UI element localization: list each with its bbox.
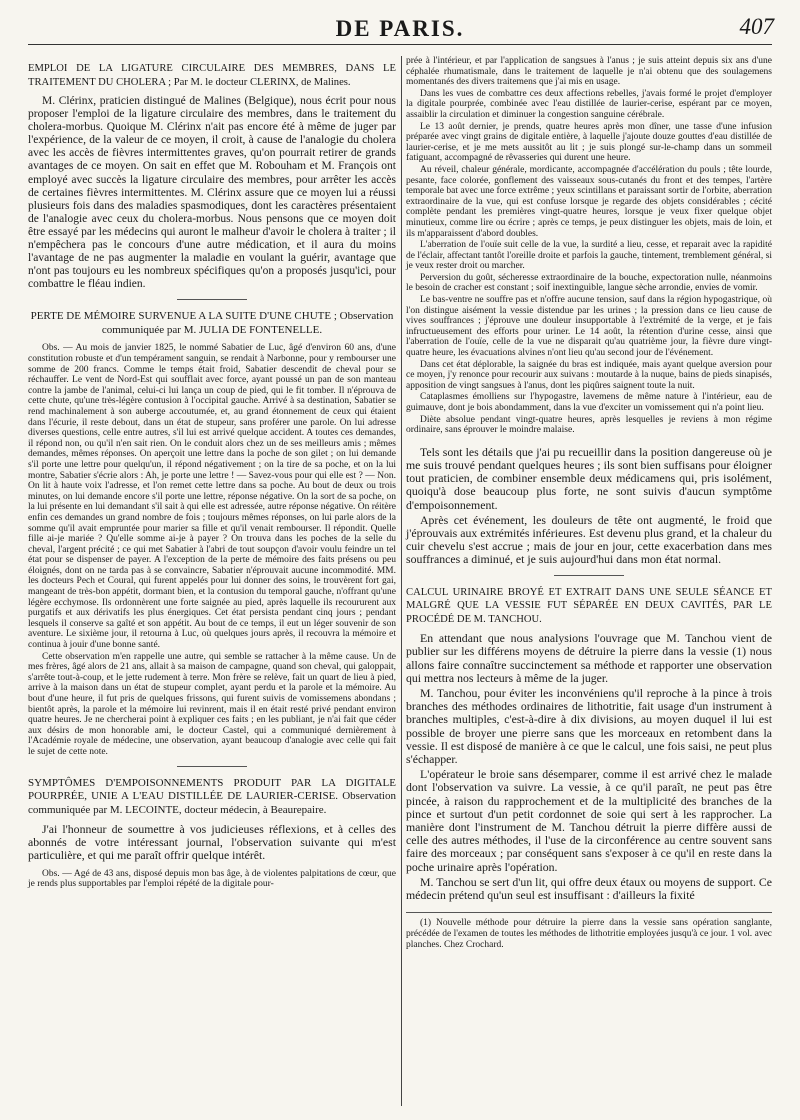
paragraph: Au réveil, chaleur générale, mordicante, accompagnée d'accélération du pouls ; tête lourde, pesante, face colorée, gonflement des vaisseaux sous-cutanés du front et des tempes, l'artère temporale bat avec une force extrême ; yeux scintillans et paraissant sortir de l'orbite, aberration extraordinaire de la vue, qui est confuse lorsque je regarde des objets considérables ; cécité complète pendant les premières vingt-quatre heures, lorsque je veux fixer quelque objet minutieux, comme lire ou écrire ; après ce temps, je peux distinguer les objets, mais de loin, et ils m'apparaissent d'abord doubles. bbox=[406, 164, 772, 239]
paragraph: prée à l'intérieur, et par l'application de sangsues à l'anus ; je suis atteint depuis six ans d'une céphalée rhumatismale, dans le traitement de laquelle je n'ai obtenu que des soulagemens momentanés des divers traitemens que j'ai mis en usage. bbox=[406, 56, 772, 88]
paragraph: L'opérateur le broie sans désemparer, comme il est arrivé chez le malade dont l'observation va suivre. La vessie, à ce qu'il paraît, ne peut pas être pincée, à raison du rapprochement et de la multiplicité des branches de la pince et surtout d'un petit cordonnet de soie qui sert à les rapprocher. La manière dont l'instrument de M. Tanchou détruit la pierre diffère aussi de celle des autres méthodes, il l'use de la circonférence au centre souvent sans faire des morceaux ; par conséquent sans s'exposer à ce qu'il en reste dans la poche urinaire après l'opération. bbox=[406, 767, 772, 874]
left-column bbox=[28, 56, 396, 891]
paragraph: M. Clérinx, praticien distingué de Malines (Belgique), nous écrit pour nous proposer l'emploi de la ligature circulaire des membres, dans le traitement du cholera-morbus. Quoique M. Clérinx n'ait pas encore été à même de juger par l'expérience, de la valeur de ce moyen, il croit, à cause de l'analogie du cholera avec les accès de fièvres intermittentes graves, qu'on pourrait retirer de grands avantages de ce moyen. On sait en effet que M. Robouham et M. François ont employé avec succès la ligature circulaire des membres, pour arrêter les accès de certaines fièvres intermittentes. M. Clérinx assure que ce moyen lui a réussi plusieurs fois dans des maladies spasmodiques, dont les caractères présentaient de l'analogie avec ceux du cholera-morbus. Nous pensons que ce moyen doit être essayé par les médecins qui auront le malheur d'avoir le cholera à traiter ; il n'empêchera pas le concours d'une autre médication, et il aura du moins l'avantage de ne pas augmenter la maladie en voulant la guérir, avantage que n'ont pas toujours eu les nombreux spécifiques qu'on a proposés jusqu'ici, pour combattre le fléau indien. bbox=[28, 95, 396, 291]
article-body-ligature bbox=[28, 95, 396, 291]
column-divider bbox=[401, 56, 402, 1106]
page-header bbox=[0, 14, 800, 54]
paragraph: En attendant que nous analysions l'ouvrage que M. Tanchou vient de publier sur les différens moyens de détruire la pierre dans la vessie (1) nous allons faire connaître succinctement sa méthode et rapporter une observation qui mettra nos lecteurs à même de la juger. bbox=[406, 631, 772, 685]
header-rule bbox=[28, 44, 772, 45]
separator bbox=[554, 575, 624, 576]
paragraph: Perversion du goût, sécheresse extraordinaire de la bouche, expectoration nulle, néanmoins le besoin de cracher est constant ; soif inextinguible, langue sèche arrondie, envies de vomir. bbox=[406, 272, 772, 294]
article-title-calcul: CALCUL URINAIRE BROYÉ ET EXTRAIT DANS UNE SEULE SÉANCE ET MALGRÉ QUE LA VESSIE FUT SÉPARÉE EN DEUX CAVITÉS, PAR LE PROCÉDÉ DE M. TANCHOU. bbox=[406, 586, 772, 625]
paragraph: L'aberration de l'ouïe suit celle de la vue, la surdité a lieu, cesse, et reparait avec la rapidité de l'éclair, affectant tantôt l'oreille droite et parfois la gauche, tintement, tremblement général, si je veux rester droit ou marcher. bbox=[406, 240, 772, 272]
article-title-ligature: EMPLOI DE LA LIGATURE CIRCULAIRE DES MEMBRES, DANS LE TRAITEMENT DU CHOLERA ; Par M. le docteur CLERINX, de Malines. bbox=[28, 63, 396, 88]
paragraph: Obs. — Agé de 43 ans, disposé depuis mon bas âge, à de violentes palpitations de cœur, que je rends plus supportables par l'emploi répété de la digitale pour- bbox=[28, 868, 396, 890]
paragraph: Diète absolue pendant vingt-quatre heures, après lesquelles je reviens à mon régime ordinaire, sans éprouver le moindre malaise. bbox=[406, 414, 772, 436]
footnote bbox=[406, 912, 772, 950]
article-body-digitale-obs bbox=[28, 869, 396, 890]
paragraph: Cette observation m'en rappelle une autre, qui semble se rattacher à la même cause. Un de mes frères, âgé alors de 21 ans, allait à sa maison de campagne, quand son cheval, qui galoppait, s'arrête tout-à-coup, et le jette rudement à terre. Mon frère se relève, fait un quart de lieu à pied, arrive à la maison dans un état de stupeur complet, ayant perdu et la parole et la mémoire. Au bout d'une heure, il fut pris de quelques frissons, qui furent suivis de vomissemens abondans ; bientôt après, la parole et la mémoire lui revinrent, mais il en était resté privé pendant environ quatre heures. Je ne chercherai point à expliquer ces faits ; en les publiant, je n'ai fait que céder aux désirs de mon honorable ami, le docteur Castel, qui a communiqué dernièrement à l'Académie royale de médecine, une observation, ayant beaucoup d'analogie avec celle qui fait le sujet de cette note. bbox=[28, 651, 396, 757]
article-title-memoire: PERTE DE MÉMOIRE SURVENUE A LA SUITE D'UNE CHUTE ; Observation communiquée par M. JULIA DE FONTENELLE. bbox=[30, 310, 394, 336]
page-number: 407 bbox=[739, 14, 774, 39]
paragraph: Après cet événement, les douleurs de tête ont augmenté, le froid que j'éprouvais aux extrémités inférieures. Est devenu plus grand, et la chaleur du cuir chevelu s'est accrue ; mais de jour en jour, cette exacerbation dans mes souffrances a diminué, et je suis aujourd'hui dans mon état normal. bbox=[406, 512, 772, 567]
paragraph: J'ai l'honneur de soumettre à vos judicieuses réflexions, et à celles des abonnés de votre intéressant journal, l'observation suivante qui m'est particulière, et qui me paraît offrir quelque intérêt. bbox=[28, 822, 396, 863]
paragraph: Le bas-ventre ne souffre pas et n'offre aucune tension, sauf dans la région hypogastrique, où l'on distingue aisément la vessie distendue par les urines ; la pression dans ce lieu cause de vives souffrances ; j'éprouve une douleur insupportable à l'extrémité de la verge, et je fais infructueusement des efforts pour uriner. Le 14 août, la rétention d'urine cesse, ainsi que l'aberration de l'ouïe, celle de la vue ne disparait qu'au quatrième jour, la fièvre dure vingt-quatre heure, les évacuations alvines n'ont lieu qu'au second jour de l'événement. bbox=[406, 295, 772, 359]
article-body-digitale bbox=[28, 823, 396, 863]
paragraph: Tels sont les détails que j'ai pu recueillir dans la position dangereuse où je me suis trouvé pendant quelques heures ; ils sont bien suffisans pour éloigner tout praticien, de combiner ensemble deux médicamens qui, pris isolément, quoiqu'à dose beaucoup plus forte, ne sont suivis d'aucun symptôme d'empoisonnement. bbox=[406, 444, 772, 512]
observation-commentary bbox=[406, 446, 772, 567]
paragraph: Dans les vues de combattre ces deux affections rebelles, j'avais formé le projet d'employer la digitale pourprée, combinée avec l'eau distillée de laurier-cerise, espérant par ce moyen, assaiblir la circulation et diminuer la congestion sanguine cérébrale. bbox=[406, 88, 772, 120]
paragraph: Cataplasmes émolliens sur l'hypogastre, lavemens de même nature à l'intérieur, eau de guimauve, dont je bois abondamment, dans la vue d'exciter un vomissement qui n'a point lieu. bbox=[406, 392, 772, 413]
paragraph: M. Tanchou se sert d'un lit, qui offre deux étaux ou moyens de support. Ce médecin prétend qu'un seul est insuffisant : d'ailleurs la fixité bbox=[406, 874, 772, 902]
running-title: DE PARIS. bbox=[335, 16, 465, 41]
separator bbox=[177, 766, 247, 767]
article-body-calcul bbox=[406, 632, 772, 902]
paragraph: M. Tanchou, pour éviter les inconvéniens qu'il reproche à la pince à trois branches des méthodes ordinaires de lithotritie, fait usage d'un instrument à branches multiples, c'est-à-dire à dix divisions, au moyen duquel il lui est possible de broyer une pierre sans que les morceaux en retombent dans la vessie. Il est disposé de manière à ce que le calcul, une fois saisi, ne peut plus s'échapper. bbox=[406, 685, 772, 766]
footnote-text: (1) Nouvelle méthode pour détruire la pierre dans la vessie sans opération sanglante, précédée de l'examen de toutes les méthodes de lithotritie employées jusqu'à ce jour. 1 vol. avec planches. Chez Crochard. bbox=[406, 918, 772, 950]
observation-continued bbox=[406, 56, 772, 436]
separator bbox=[177, 299, 247, 300]
paragraph: Obs. — Au mois de janvier 1825, le nommé Sabatier de Luc, âgé d'environ 60 ans, d'une constitution robuste et d'un tempérament sanguin, se rendait à Narbonne, pour y rembourser une somme de 200 francs. Comme le temps était froid, Sabatier descendit de cheval pour se réchauffer. Le vent de Nord-Est qui soufflait avec force, ayant poussé un pan de son manteau contre la jambe de l'animal, celui-ci lui lança un coup de pied, qui le fit tomber. Il n'éprouva de cette chute, qu'une très-légère contusion à l'occipital gauche. Arrivé à sa destination, Sabatier se rend machinalement à son auberge accoutumée, et, au grand étonnement de ceux qui étaient dans l'écurie, il reste debout, dans un état de stupeur, sans proférer une parole. On lui adresse diverses questions, celle entre autres, s'il lui est arrivé quelque accident. A toutes ces demandes, il répond non, ou qu'il n'en sait rien. On le conduit alors chez un de ses meilleurs amis ; mêmes demandes, mêmes réponses. On aperçoit une lettre dans la poche de son gilet ; on lui demande s'il porte une lettre pour quelqu'un, il répond négativement ; on la tire de sa poche, et on la lui montre, Sabatier s'écrie alors : Ah, je porte une lettre ! — Savez-vous pour qui elle est ? — Non. On lit à haute voix l'adresse, et l'on remet cette lettre dans sa poche. Au bout de deux ou trois minutes, on lui demande encore s'il porte une lettre, réponse négative. On la sort de sa poche, on la lui présente en lui demandant s'il sait à qui elle est adressée, autre réponse négative. On réitère enfin ces demandes un grand nombre de fois ; toujours mêmes réponses, on lui parle alors de la somme qu'il avait empruntée pour marier sa fille et qu'il venait rembourser. Il répondit. Quelle fille ai-je mariée ? Qu'elle somme ai-je à payer ? On trouva dans les poches de la selle du cheval, l'argent précité ; ce qui met Sabatier à l'abri de tout soupçon d'avoir voulu feindre un tel état pour se dispenser de payer. A l'exception de la perte de mémoire des faits présens ou peu éloignés, dont on ne tarda pas à se convaincre, Sabatier n'éprouvait aucune incommodité. MM. les docteurs Pech et Coural, qui furent appelés pour lui donner des soins, le trouvèrent fort gai, mangeant de très-bon appétit, dormant bien, et la contusion du temporal gauche, n'offrant qu'une légère ecchymose. Ils ordonnèrent une forte saignée au pied, après laquelle ils recoururent aux purgatifs et aux dérivatifs les plus énergiques. Cet état persista pendant cinq jours ; pendant lesquels il conserve sa gaîté et son appétit. Au bout de ce temps, il eut un léger souvenir de son aventure. Le sixième jour, il retourna à Luc, où quelques jours après, il recouvra la mémoire et continua à jouir d'une bonne santé. bbox=[28, 343, 396, 651]
article-title-digitale: SYMPTÔMES D'EMPOISONNEMENTS PRODUIT PAR LA DIGITALE POURPRÉE, UNIE A L'EAU DISTILLÉE DE LAURIER-CERISE. Observation communiquée par M. LECOINTE, docteur médecin, à Beaurepaire. bbox=[28, 776, 396, 816]
article-body-memoire bbox=[28, 343, 396, 757]
paragraph: Dans cet état déplorable, la saignée du bras est indiquée, mais ayant quelque aversion pour ce moyen, j'y renonce pour recourir aux suivans : moutarde à la nuque, bains de pieds sinapisés, apposition de vingt sangsues à l'anus, dont les piqûres saignent toute la nuit. bbox=[406, 359, 772, 391]
paragraph: Le 13 août dernier, je prends, quatre heures après mon dîner, une tasse d'une infusion préparée avec vingt grains de digitale entière, à laquelle j'ajoute douze gouttes d'eau distillée de laurier-cerise, et je me mets aussitôt au lit ; je suis plongé sur-le-champ dans un sommeil fatiguant, accompagné de rêvasseries qui durent une heure. bbox=[406, 121, 772, 164]
right-column bbox=[406, 56, 772, 953]
